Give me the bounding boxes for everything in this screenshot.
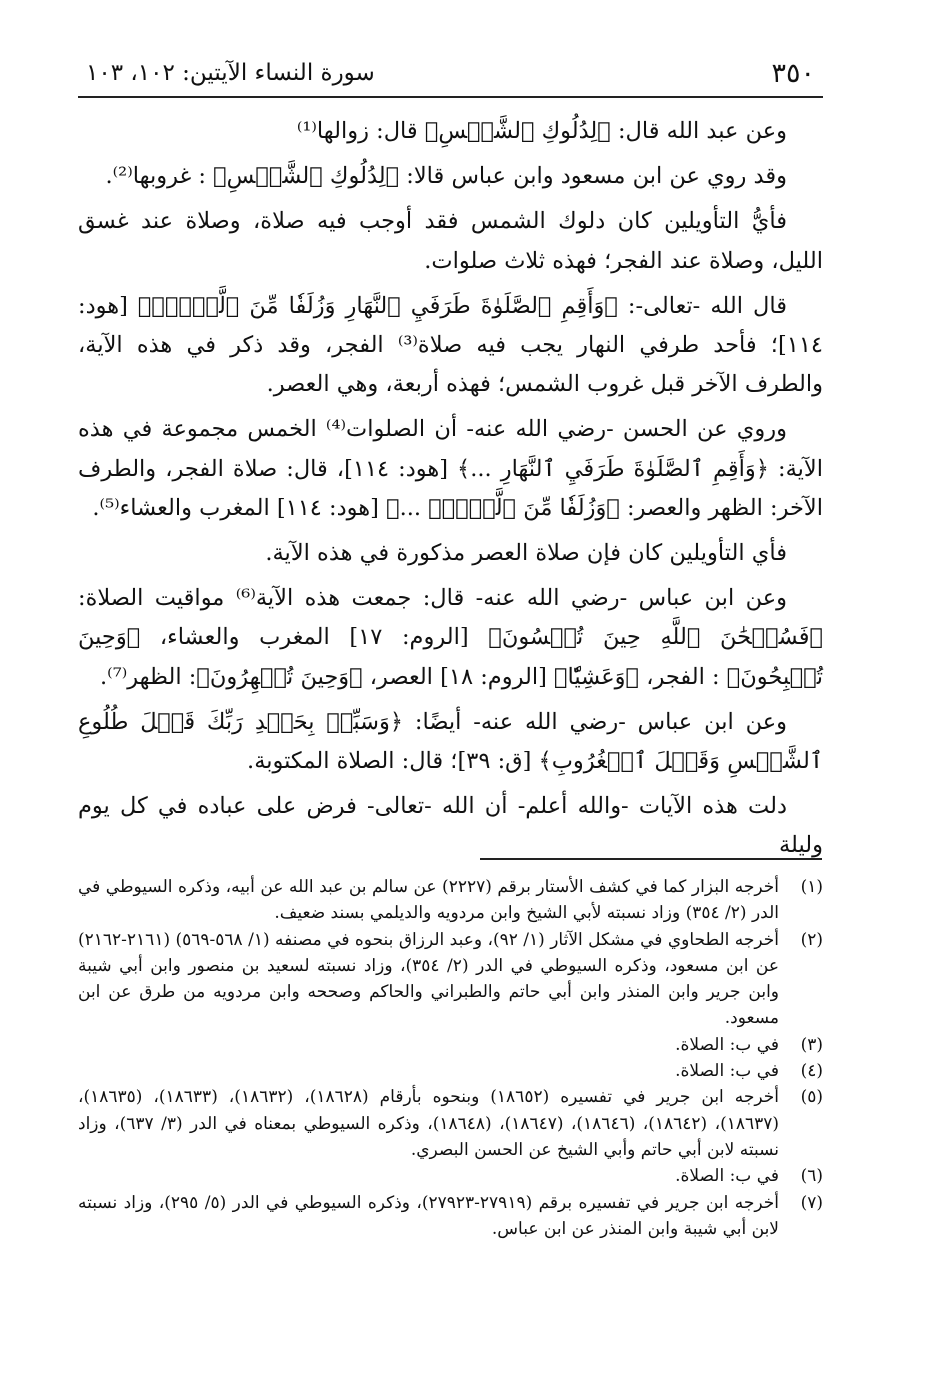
paragraph: وعن عبد الله قال: ﴿لِدُلُوكِ ٱلشَّمۡسِ﴾ قال: زوالها⁽¹⁾: [296, 118, 787, 144]
main-text: [78, 112, 823, 872]
footnote-text: أخرجه ابن جرير في تفسيره برقم (٢٧٩١٩-٢٧٩٢٣)، وذكره السيوطي في الدر (٥/ ٢٩٥)، وزاد نسبته لابن أبي شيبة وابن المنذر عن ابن عباس.: [78, 1192, 779, 1239]
footnote-text: أخرجه ابن جرير في تفسيره (١٨٦٥٢) وبنحوه بأرقام (١٨٦٢٨)، (١٨٦٣٢)، (١٨٦٣٣)، (١٨٦٣٥)، (١٨٦٣٧)، (١٨٦٤٢)، (١٨٦٤٦)، (١٨٦٤٧)، (١٨٦٤٨)، وذكره السيوطي بمعناه في الدر (٣/ ٦٣٧)، وزاد نسبته لابن أبي حاتم وأبي الشيخ عن الحسن البصري.: [78, 1087, 780, 1160]
running-title: سورة النساء الآيتين: ١٠٢، ١٠٣: [86, 60, 375, 86]
footnote-text: أخرجه الطحاوي في مشكل الآثار (١/ ٩٢)، وعبد الرزاق بنحوه في مصنفه (١/ ٥٦٨-٥٦٩) (٢١٦١-٢١٦٢) عن ابن مسعود، وذكره السيوطي في الدر (٢/ ٣٥٤)، وزاد نسبته لسعيد بن منصور وابن أبي شيبة وابن جرير وابن المنذر وابن أبي حاتم والطبراني والحاكم وصححه وابن مردويه من طرق عن ابن مسعود.: [78, 929, 780, 1029]
footnote-text: في ب: الصلاة.: [675, 1061, 779, 1082]
footnote-number: (٢): [800, 929, 823, 950]
footnote: [78, 1058, 823, 1084]
page-number: ٣٥٠: [771, 58, 815, 89]
footnote: [78, 1190, 823, 1243]
footnote-number: (٤): [800, 1061, 823, 1082]
footnote: [78, 1032, 823, 1058]
footnote: [78, 927, 823, 1032]
paragraph: دلت هذه الآيات -والله أعلم- أن الله -تعالى- فرض على عباده في كل يوم وليلة: [78, 793, 823, 859]
footnote-text: أخرجه البزار كما في كشف الأستار برقم (٢٢٢٧) عن سالم بن عبد الله عن أبيه، وذكره السيوطي في الدر (٢/ ٣٥٤) وزاد نسبته لأبي الشيخ وابن مردويه والديلمي بسند ضعيف.: [78, 877, 780, 924]
footnote-number: (٦): [800, 1166, 823, 1187]
paragraph: وروي عن الحسن -رضي الله عنه- أن الصلوات⁽⁴⁾ الخمس مجموعة في هذه الآية: ﴿وَأَقِمِ ٱلصَّلَوٰةَ طَرَفَيِ ٱلنَّهَارِ ...﴾ [هود: ١١٤]، قال: صلاة الفجر، والطرف الآخر: الظهر والعصر: ﴿وَزُلَفٗا مِّنَ ٱلَّيۡلِۚ ...﴾ [هود: ١١٤] المغرب والعشاء⁽⁵⁾.: [78, 416, 823, 521]
footnote: [78, 1163, 823, 1189]
footnote-number: (١): [800, 877, 823, 897]
footnote-number: (٧): [800, 1192, 823, 1213]
page-header: [78, 52, 823, 98]
paragraph: فأيُّ التأويلين كان دلوك الشمس فقد أوجب فيه صلاة، وصلاة عند غسق الليل، وصلاة عند الفجر؛ فهذه ثلاث صلوات.: [78, 208, 823, 274]
footnote: [78, 1084, 823, 1163]
footnotes: [78, 874, 823, 1242]
paragraph: وعن ابن عباس -رضي الله عنه- قال: جمعت هذه الآية⁽⁶⁾ مواقيت الصلاة: ﴿فَسُبۡحَٰنَ ٱللَّهِ حِينَ تُمۡسُونَ﴾ [الروم: ١٧] المغرب والعشاء، ﴿وَحِينَ تُصۡبِحُونَ﴾ : الفجر، ﴿وَعَشِيّٗا﴾ [الروم: ١٨] العصر، ﴿وَحِينَ تُظۡهِرُونَ﴾: الظهر⁽⁷⁾.: [78, 585, 823, 690]
paragraph: وقد روي عن ابن مسعود وابن عباس قالا: ﴿لِدُلُوكِ ٱلشَّمۡسِ﴾ : غروبها⁽²⁾.: [105, 163, 787, 190]
footnote: [78, 874, 823, 927]
paragraph: فأي التأويلين كان فإن صلاة العصر مذكورة في هذه الآية.: [265, 540, 787, 567]
footnote-separator: [480, 858, 822, 860]
paragraph: قال الله -تعالى-: ﴿وَأَقِمِ ٱلصَّلَوٰةَ طَرَفَيِ ٱلنَّهَارِ وَزُلَفٗا مِّنَ ٱلَّيۡلِۚ﴾ [هود: ١١٤]؛ فأحد طرفي النهار يجب فيه صلاة⁽³⁾ الفجر، وقد ذكر في هذه الآية، والطرف الآخر قبل غروب الشمس؛ فهذه أربعة، وهي العصر.: [78, 292, 823, 398]
footnote-text: في ب: الصلاة.: [675, 1166, 779, 1187]
paragraph: وعن ابن عباس -رضي الله عنه- أيضًا: ﴿وَسَبِّحۡ بِحَمۡدِ رَبِّكَ قَبۡلَ طُلُوعِ ٱلشَّمۡسِ وَقَبۡلَ ٱلۡغُرُوبِ﴾ [ق: ٣٩]؛ قال: الصلاة المكتوبة.: [78, 708, 823, 775]
footnote-text: في ب: الصلاة.: [675, 1034, 779, 1055]
footnote-number: (٥): [800, 1087, 823, 1108]
footnote-number: (٣): [800, 1034, 823, 1055]
